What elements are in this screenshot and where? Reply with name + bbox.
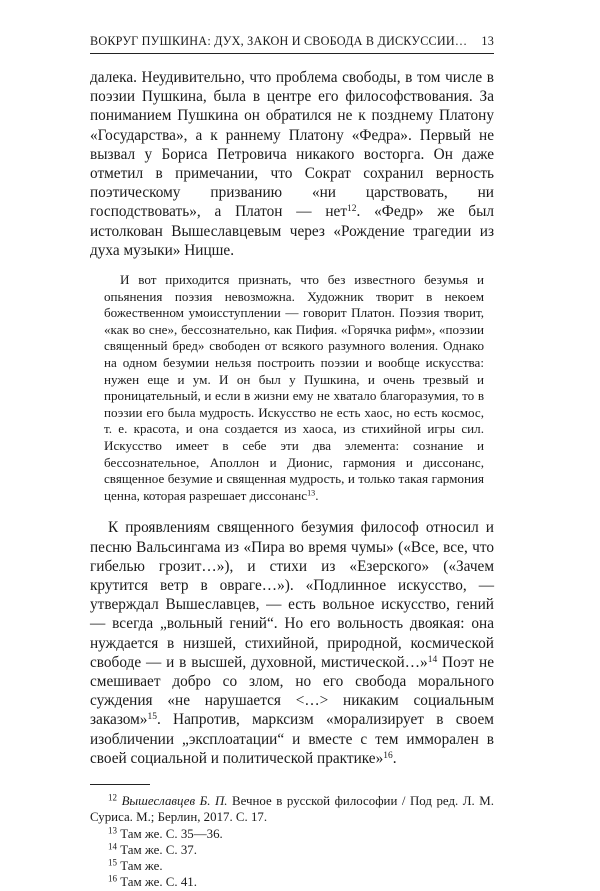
footnote-text: Там же. С. 35—36. <box>117 826 223 841</box>
footnote-number: 15 <box>108 857 118 868</box>
paragraph-2-text-c: . Напротив, марксизм «морализирует в своем изобличении „эксплоатации“ и вместе с тем имморален в своей социальной и политической практике» <box>90 711 494 767</box>
footnote-divider <box>90 784 150 785</box>
paragraph-1 <box>90 68 494 260</box>
footnote-number: 16 <box>108 873 118 884</box>
footnote-number: 12 <box>108 792 118 803</box>
footnote-16 <box>90 874 494 890</box>
footnote-12 <box>90 793 494 826</box>
paragraph-2-text-a: К проявлениям священного безумия философ относил и песню Вальсингама из «Пира во время чумы» («Все, все, что гибелью грозит…»), и стихи из «Езерского» («Зачем крутится ветр в овраге…»). «Подлинное искусство, — утверждал Вышеславцев, — есть вольное искусство, гений — всегда „вольный гений“. Но его вольность двоякая: она нуждается в низшей, стихийной, природной, космической свободе — и в высшей, духовной, мистической…» <box>90 519 494 671</box>
footnote-author: Вышеславцев Б. П. <box>121 793 228 808</box>
running-head <box>90 34 494 54</box>
footnote-14 <box>90 842 494 858</box>
book-page <box>90 34 494 891</box>
footnote-number: 13 <box>108 825 118 836</box>
paragraph-2-text-d: . <box>392 749 397 767</box>
paragraph-1-text-a: далека. Неудивительно, что проблема свободы, в том числе в поэзии Пушкина, была в центре его философствования. За пониманием Пушкина он обратился не к позднему Платону «Государства», а к раннему Платону «Федра». Первый не вызвал у Бориса Петровича никакого восторга. Он даже отметил в примечании, что Сократ сохранил верность поэтическому призванию «ни царствовать, ни господствовать», а Платон — нет <box>90 69 494 221</box>
quote-end: . <box>315 487 319 503</box>
quote-paragraph <box>104 272 484 504</box>
main-text <box>90 68 494 768</box>
footnote-ref-13[interactable]: 13 <box>307 488 316 498</box>
block-quote <box>104 272 484 504</box>
paragraph-2 <box>90 518 494 768</box>
footnote-13 <box>90 826 494 842</box>
footnote-text: Там же. С. 37. <box>117 842 197 857</box>
paragraph-1-text-b: . «Федр» же был истолкован Вышеславцевым через «Рождение трагедии из духа музыки» Ницше. <box>90 203 494 259</box>
footnote-ref-14[interactable]: 14 <box>427 654 438 665</box>
footnote-ref-16[interactable]: 16 <box>383 750 393 761</box>
footnotes <box>90 793 494 891</box>
running-head-title: ВОКРУГ ПУШКИНА: ДУХ, ЗАКОН И СВОБОДА В ДИСКУССИИ… <box>90 34 468 48</box>
footnote-text: Вечное в русской философии / Под ред. Л. М. Суриса. М.; Берлин, 2017. С. 17. <box>90 793 494 825</box>
quote-text: И вот приходится признать, что без известного безумья и опьянения поэзия невозможна. Художник творит в некоем божественном умоисступлении — говорит Платон. Поэзия творит, «как во сне», бессознательно, как Пифия. «Горячка рифм», «поэзии священный бред» свободен от всякого разумного воления. Однако на одном безумии нельзя построить поэзии и вообще искусства: нужен еще и ум. И он был у Пушкина, и очень трезвый и проницательный, и если в жизни ему не хватало благоразумия, то в поэзии его была мудрость. Искусство не есть хаос, но есть космос, т. е. красота, и она создается из хаоса, из стихийной игры сил. Искусство имеет в себе эти два элемента: сознание и бессознательное, Аполлон и Дионис, гармония и диссонанс, священное безумие и священная мудрость, и только такая гармония ценна, которая разрешает диссонанс <box>104 272 484 503</box>
footnote-number: 14 <box>108 841 118 852</box>
page-number: 13 <box>481 34 494 48</box>
footnote-text: Там же. С. 41. <box>117 875 197 890</box>
footnote-ref-12[interactable]: 12 <box>347 204 357 215</box>
paragraph-2-text-b: Поэт не смешивает добро со злом, но его свобода морального суждения «не нарушается <…> никаким социальным заказом» <box>90 653 495 729</box>
footnote-ref-15[interactable]: 15 <box>147 712 157 723</box>
footnote-text: Там же. <box>117 859 163 874</box>
footnote-15 <box>90 858 494 874</box>
